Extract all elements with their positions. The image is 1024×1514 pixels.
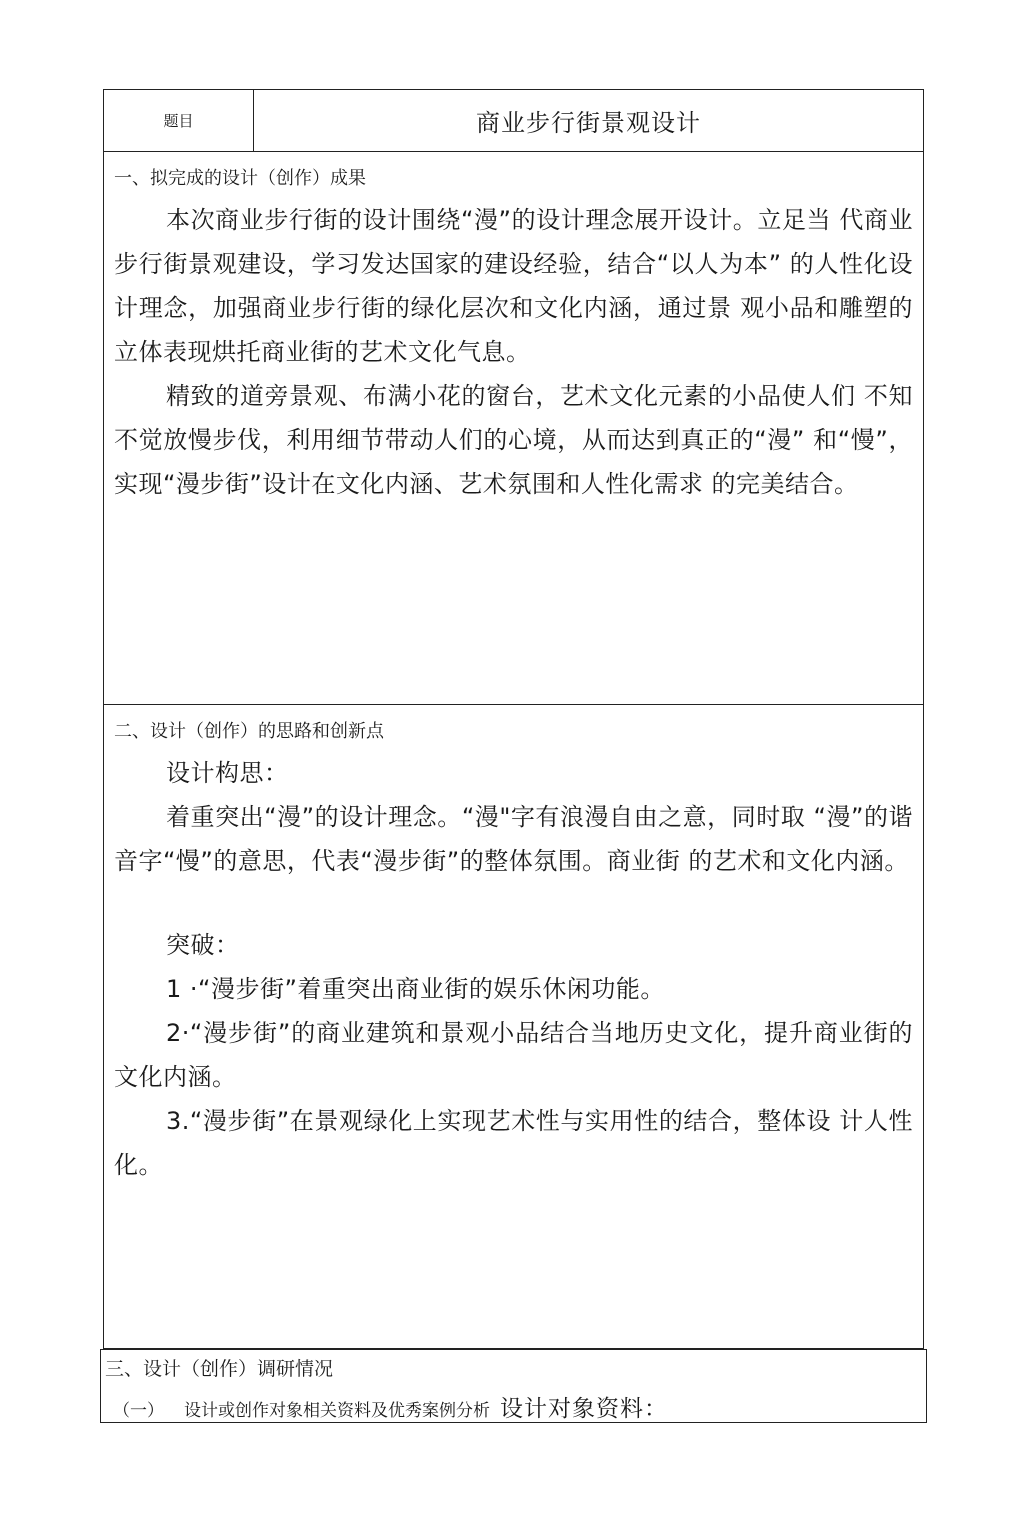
breakthrough-point: 3.“漫步街”在景观绿化上实现艺术性与实用性的结合，整体设 计人性化。 <box>114 1107 913 1179</box>
title-row <box>104 90 923 152</box>
section-ideas-innovation <box>104 705 923 1350</box>
breakthrough-label: 突破： <box>166 931 240 959</box>
section-research <box>100 1349 927 1423</box>
section2-heading: 二、设计（创作）的思路和创新点 <box>114 721 384 742</box>
spacer <box>114 883 913 923</box>
section3-heading: 三、设计（创作）调研情况 <box>105 1358 334 1380</box>
section1-heading: 一、拟完成的设计（创作）成果 <box>114 168 366 189</box>
proposal-form <box>103 89 924 1349</box>
sub-number: （一） <box>113 1401 164 1421</box>
breakthrough-point: 2·“漫步街”的商业建筑和景观小品结合当地历史文化，提升商业街的文化内涵。 <box>114 1019 913 1091</box>
sub-text: 设计或创作对象相关资料及优秀案例分析 <box>184 1401 490 1421</box>
sub-text-large: 设计对象资料： <box>500 1396 668 1422</box>
concept-label: 设计构思： <box>166 759 289 787</box>
breakthrough-point: 1 ·“漫步街”着重突出商业街的娱乐休闲功能。 <box>166 975 665 1003</box>
title-label: 题目 <box>104 90 254 151</box>
section1-paragraph: 本次商业步行街的设计围绕“漫”的设计理念展开设计。立足当 代商业步行街景观建设，学习发达国家的建设经验，结合“以人为本” 的人性化设计理念，加强商业步行街的绿化层次和文化内涵，通过景 观小品和雕塑的立体表现烘托商业街的艺术文化气息。 <box>114 206 913 366</box>
section1-paragraph: 精致的道旁景观、布满小花的窗台，艺术文化元素的小品使人们 不知不觉放慢步伐，利用细节带动人们的心境，从而达到真正的“漫” 和“慢”，实现“漫步街”设计在文化内涵、艺术氛围和人性化需求 的完美结合。 <box>114 382 913 498</box>
section3-subheading <box>113 1390 668 1423</box>
concept-text: 着重突出“漫”的设计理念。“漫"字有浪漫自由之意，同时取 “漫”的谐音字“慢”的意思，代表“漫步街”的整体氛围。商业街 的艺术和文化内涵。 <box>114 803 913 875</box>
section-design-results <box>104 152 923 705</box>
title-value: 商业步行街景观设计 <box>476 109 701 137</box>
